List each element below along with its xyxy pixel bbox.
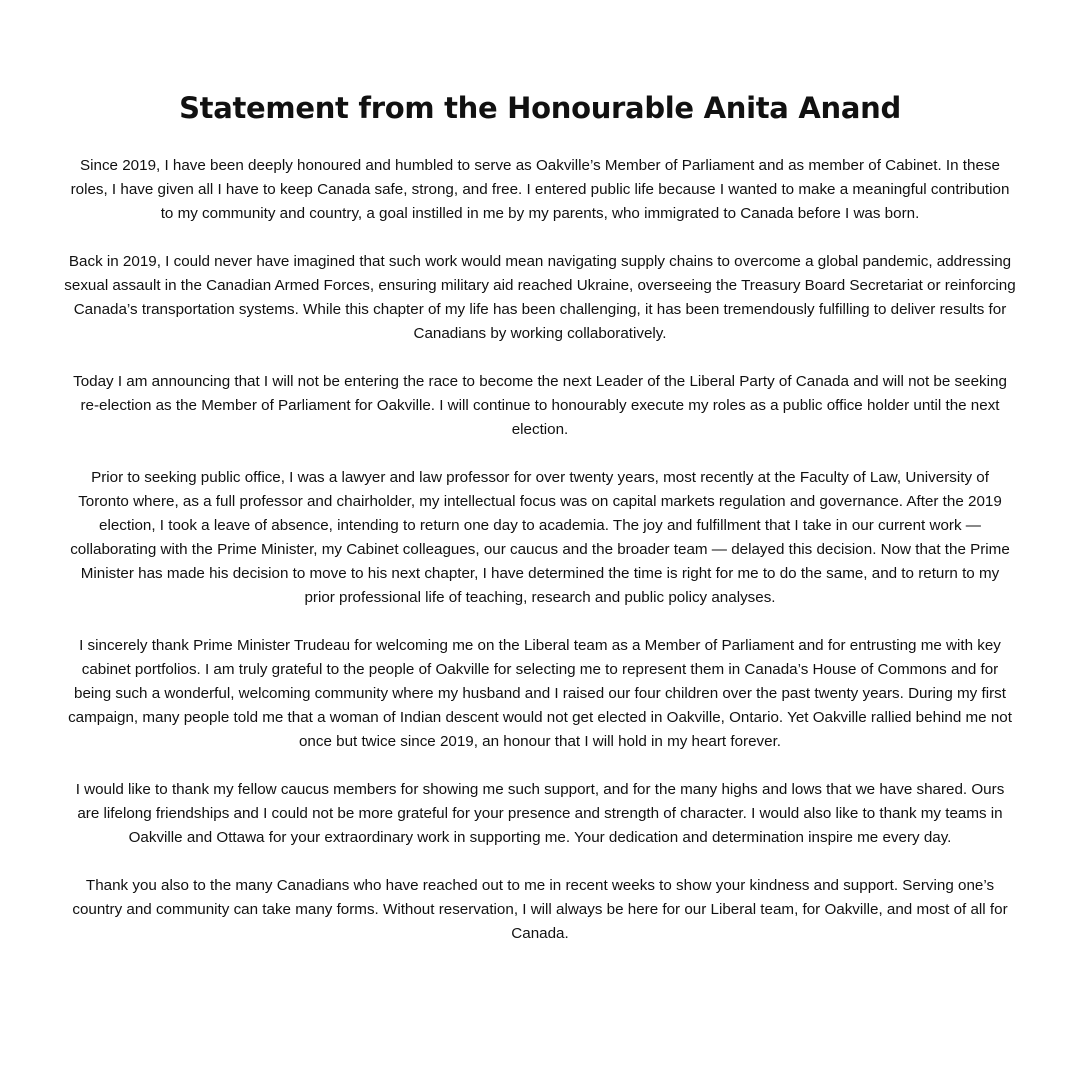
statement-title: Statement from the Honourable Anita Anand [179, 91, 901, 125]
statement-body [64, 154, 1016, 946]
paragraph-3: Today I am announcing that I will not be entering the race to become the next Leader of the Liberal Party of Canada and will not be seeking re-election as the Member of Parliament for Oakville. I will continue to honourably execute my roles as a public office holder until the next election. [73, 373, 1007, 438]
paragraph-6: I would like to thank my fellow caucus members for showing me such support, and for the many highs and lows that we have shared. Ours are lifelong friendships and I could not be more grateful for your presence and strength of character. I would also like to thank my teams in Oakville and Ottawa for your extraordinary work in supporting me. Your dedication and determination inspire me every day. [75, 781, 1005, 846]
paragraph-5: I sincerely thank Prime Minister Trudeau for welcoming me on the Liberal team as a Member of Parliament and for entrusting me with key cabinet portfolios. I am truly grateful to the people of Oakville for selecting me to represent them in Canada’s House of Commons and for being such a wonderful, welcoming community where my husband and I raised our four children over the past twenty years. During my first campaign, many people told me that a woman of Indian descent would not get elected in Oakville, Ontario. Yet Oakville rallied behind me not once but twice since 2019, an honour that I will hold in my heart forever. [68, 637, 1012, 750]
paragraph-7: Thank you also to the many Canadians who have reached out to me in recent weeks to show your kindness and support. Serving one’s country and community can take many forms. Without reservation, I will always be here for our Liberal team, for Oakville, and most of all for Canada. [72, 877, 1008, 942]
paragraph-2: Back in 2019, I could never have imagined that such work would mean navigating supply chains to overcome a global pandemic, addressing sexual assault in the Canadian Armed Forces, ensuring military aid reached Ukraine, overseeing the Treasury Board Secretariat or reinforcing Canada’s transportation systems. While this chapter of my life has been challenging, it has been tremendously fulfilling to deliver results for Canadians by working collaboratively. [64, 253, 1016, 342]
paragraph-1: Since 2019, I have been deeply honoured and humbled to serve as Oakville’s Member of Parliament and as member of Cabinet. In these roles, I have given all I have to keep Canada safe, strong, and free. I entered public life because I wanted to make a meaningful contribution to my community and country, a goal instilled in me by my parents, who immigrated to Canada before I was born. [70, 157, 1010, 222]
paragraph-4: Prior to seeking public office, I was a lawyer and law professor for over twenty years, most recently at the Faculty of Law, University of Toronto where, as a full professor and chairholder, my intellectual focus was on capital markets regulation and governance. After the 2019 election, I took a leave of absence, intending to return one day to academia. The joy and fulfillment that I take in our current work — collaborating with the Prime Minister, my Cabinet colleagues, our caucus and the broader team — delayed this decision. Now that the Prime Minister has made his decision to move to his next chapter, I have determined the time is right for me to do the same, and to return to my prior professional life of teaching, research and public policy analyses. [70, 469, 1010, 606]
